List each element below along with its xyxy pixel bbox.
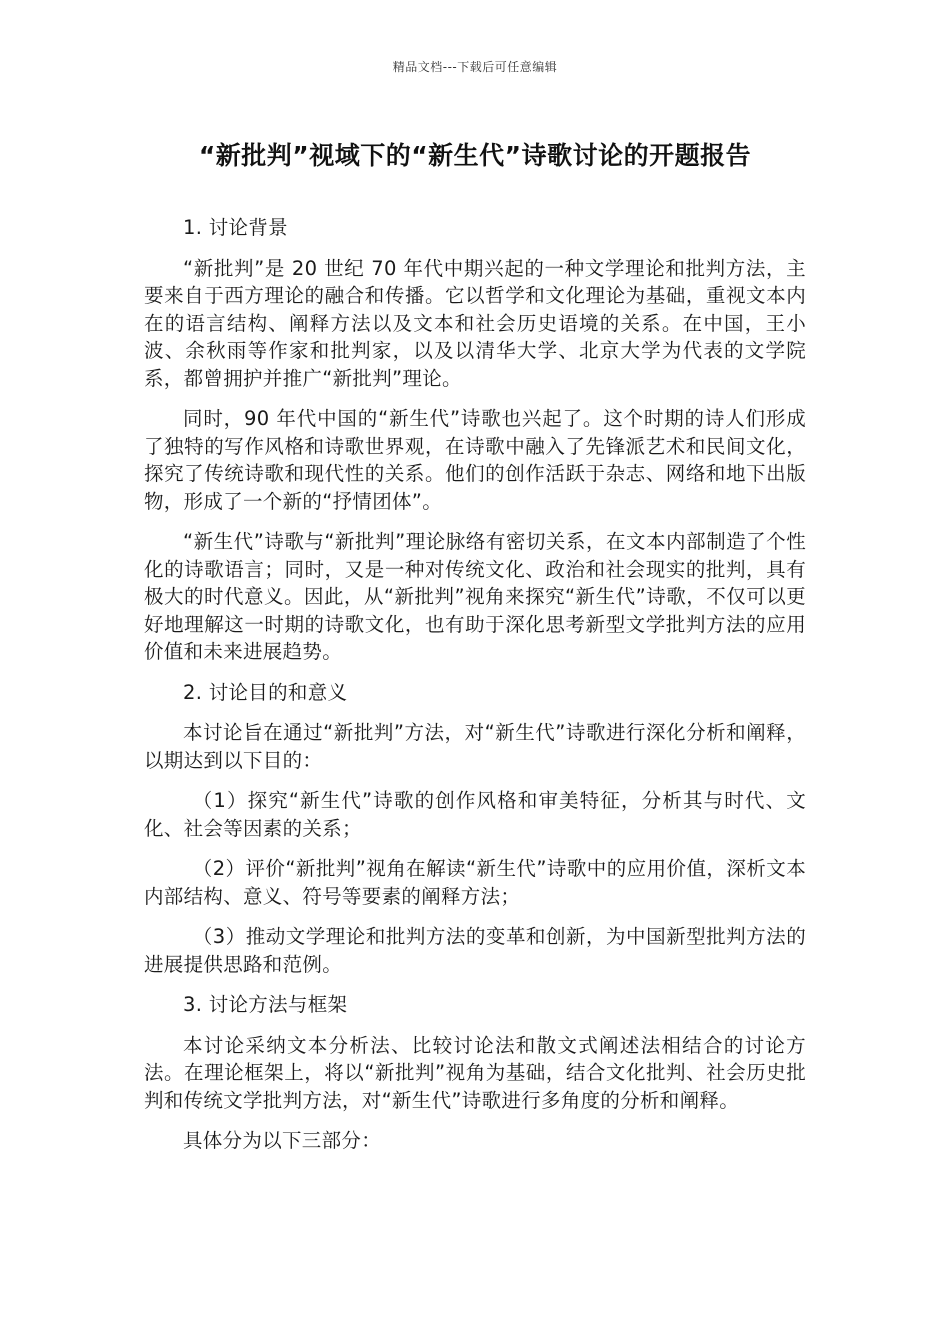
document-title: “新批判”视域下的“新生代”诗歌讨论的开题报告 xyxy=(198,141,752,170)
list-item: （3）推动文学理论和批判方法的变革和创新，为中国新型批判方法的进展提供思路和范例。 xyxy=(144,925,806,976)
document-body xyxy=(144,214,806,1168)
section-heading-purpose: 2. 讨论目的和意义 xyxy=(183,680,348,704)
section-heading-background: 1. 讨论背景 xyxy=(183,216,288,239)
paragraph: “新生代”诗歌与“新批判”理论脉络有密切关系，在文本内部制造了个性化的诗歌语言；同时，又是一种对传统文化、政治和社会现实的批判，具有极大的时代意义。因此，从“新批判”视角来探究“新生代”诗歌，不仅可以更好地理解这一时期的诗歌文化，也有助于深化思考新型文学批判方法的应用价值和未来进展趋势。 xyxy=(144,530,806,663)
list-item: （2）评价“新批判”视角在解读“新生代”诗歌中的应用价值，深析文本内部结构、意义、符号等要素的阐释方法； xyxy=(144,857,806,908)
paragraph: 具体分为以下三部分： xyxy=(183,1129,382,1152)
paragraph: 本讨论采纳文本分析法、比较讨论法和散文式阐述法相结合的讨论方法。在理论框架上，将以“新批判”视角为基础，结合文化批判、社会历史批判和传统文学批判方法，对“新生代”诗歌进行多角度的分析和阐释。 xyxy=(144,1033,806,1112)
paragraph: “新批判”是 20 世纪 70 年代中期兴起的一种文学理论和批判方法，主要来自于西方理论的融合和传播。它以哲学和文化理论为基础，重视文本内在的语言结构、阐释方法以及文本和社会历史语境的关系。在中国，王小波、余秋雨等作家和批判家，以及以清华大学、北京大学为代表的文学院系，都曾拥护并推广“新批判”理论。 xyxy=(144,256,806,390)
paragraph: 本讨论旨在通过“新批判”方法，对“新生代”诗歌进行深化分析和阐释，以期达到以下目的： xyxy=(144,721,806,772)
header-note: 精品文档---下载后可任意编辑 xyxy=(392,60,558,74)
paragraph: 同时，90 年代中国的“新生代”诗歌也兴起了。这个时期的诗人们形成了独特的写作风格和诗歌世界观，在诗歌中融入了先锋派艺术和民间文化，探究了传统诗歌和现代性的关系。他们的创作活跃于杂志、网络和地下出版物，形成了一个新的“抒情团体”。 xyxy=(144,407,806,513)
list-item: （1）探究“新生代”诗歌的创作风格和审美特征，分析其与时代、文化、社会等因素的关系； xyxy=(144,789,806,840)
section-heading-method: 3. 讨论方法与框架 xyxy=(183,993,348,1016)
